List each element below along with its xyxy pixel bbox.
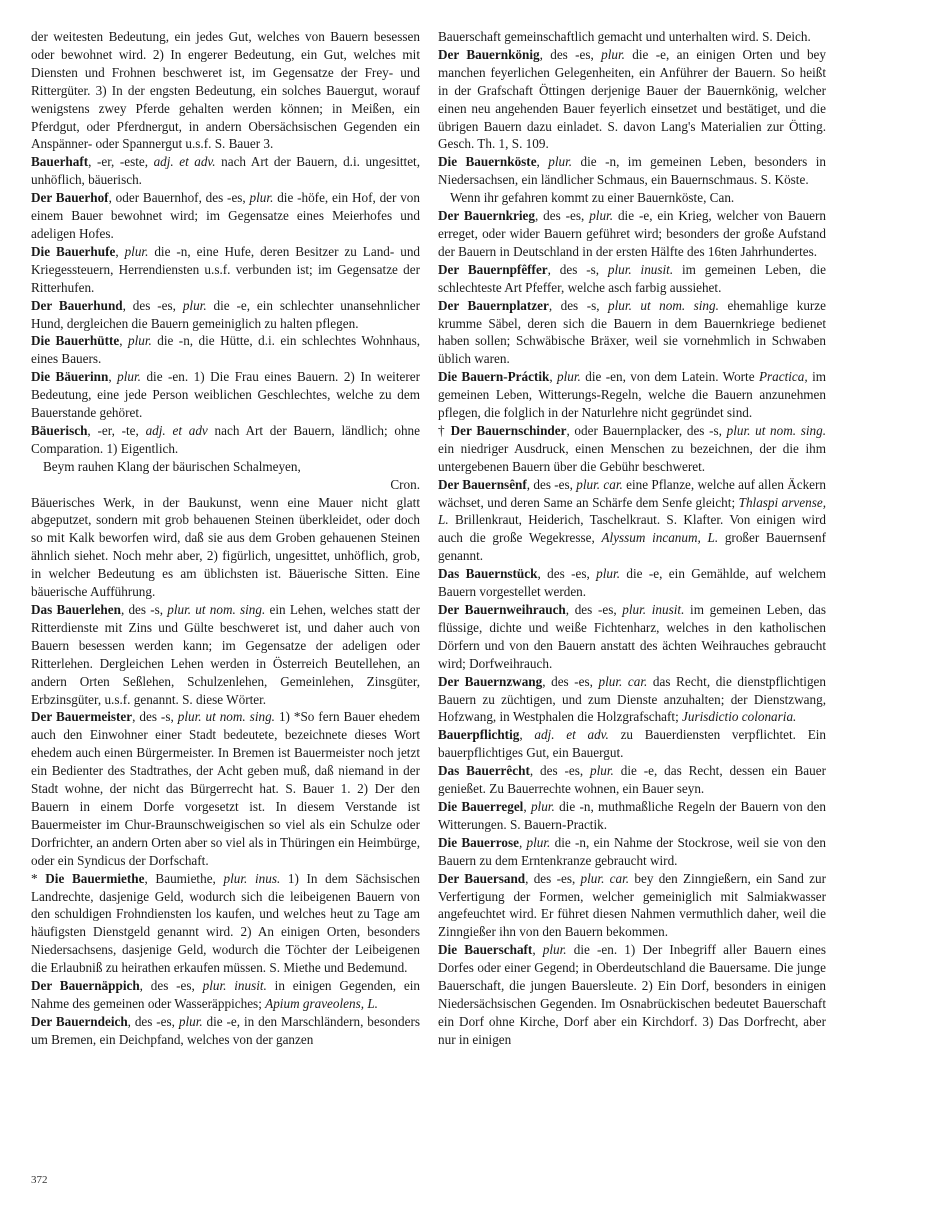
entry-text: , des -es, — [537, 566, 590, 582]
grammar-label: plur. — [127, 333, 152, 349]
headword: Der Bauerndeich — [31, 1013, 128, 1029]
entry-bauerhof — [31, 189, 420, 243]
entry-text: das Recht, die dienstpflichtigen Bauern zu züchtigen, und zum Dienste anzuhalten; der Dienstzwang, Hofzwang, in Westphalen die Holzgrafschaft; — [438, 673, 827, 725]
grammar-label: adj. et adv — [145, 422, 208, 438]
latin-name: Jurisdictio colonaria. — [682, 709, 797, 725]
latin-name: Alyssum incanum, L. — [601, 530, 719, 546]
entry-continuation — [31, 28, 420, 153]
grammar-label: plur. inus. — [223, 870, 281, 886]
entry-bauerrose — [438, 834, 826, 870]
latin-name: Thlaspi arvense, L. — [438, 494, 826, 528]
entry-bauernsenf — [438, 476, 826, 566]
entry-text: , des -es, — [127, 1013, 175, 1029]
verse-citation: Cron. — [390, 476, 420, 492]
entry-text: , -er, -te, — [87, 422, 139, 438]
entry-text: , des -s, — [132, 709, 174, 725]
grammar-label: plur. — [596, 566, 620, 582]
entry-text: , oder Bauernplacker, des -s, — [566, 422, 722, 438]
entry-text: die -e, ein Gemählde, auf welchem Bauern vorgestellet werden. — [438, 566, 827, 600]
entry-text: , — [518, 834, 523, 850]
headword: Das Bauerlehen — [31, 602, 121, 617]
entry-text: eine Pflanze, welche auf allen Äckern wächset, und deren Same an Schärfe dem Senfe gleicht; — [438, 476, 827, 510]
entry-text: bey den Zinngießern, ein Sand zur Verfertigung der Formen, welcher gemeiniglich mit Salmiakwasser angefeuchtet wird. Er führet diesen Nahmen vermuthlich daher, weil die Zinngießer ihn von den Bauern bekommen. — [438, 870, 826, 940]
headword: Der Bauernplatzer — [438, 297, 549, 313]
entry-text: nach Art der Bauern, ländlich; ohne Comparation. 1) Eigentlich. — [31, 422, 420, 456]
entry-bauernkoenig — [438, 46, 826, 153]
grammar-label: plur. inusit. — [607, 261, 674, 277]
page-number: 372 — [31, 1174, 48, 1186]
headword: Die Bauerschaft — [438, 942, 533, 958]
grammar-label: adj. et adv. — [534, 727, 609, 743]
headword: Die Bauerhufe — [31, 243, 116, 259]
obsolete-marker: * — [31, 870, 46, 886]
grammar-label: plur. — [182, 297, 207, 313]
entry-bauernpfeffer — [438, 261, 826, 297]
entry-text: , des -s, — [548, 297, 600, 313]
headword: Der Bauernweihrauch — [438, 602, 566, 617]
headword: Der Bauernpfêffer — [438, 261, 548, 277]
entry-text: , — [519, 727, 523, 743]
entry-text: die -e, ein Krieg, welcher von Bauern erreget, oder wider Bauern geführet wird; besonders der große Aufstand der Bauern in Deutschland in der ersten Hälfte des 16ten Jahrhundertes. — [438, 208, 826, 259]
entry-bauerlehen — [31, 601, 420, 708]
entry-bauermeister — [31, 708, 420, 869]
entry-text: Bäuerisches Werk, in der Baukunst, wenn eine Mauer nicht glatt abgeputzet, sondern mit grob behauenen Steinen überkleidet, oder doch so mit Kalk beworfen wird, daß sie aus dem Groben gehauenen Steinen ähnlich siehet. Noch mehr aber, 2) figürlich, ungesittet, unhöflich, grob, in welcher Bedeutung es am üblichsten ist. Bäuerische Sitten. Eine bäuerische Aufführung. — [31, 494, 420, 600]
entry-bauerschaft — [438, 941, 826, 1048]
entry-text: , Baumiethe, — [144, 870, 216, 886]
entry-text: , des -s, — [120, 602, 164, 617]
entry-text: zu Bauerdiensten verpflichtet. Ein bauerpflichtiges Gut, ein Bauergut. — [438, 727, 827, 761]
entry-bauernaeppich — [31, 977, 420, 1013]
headword: Die Bäuerinn — [31, 369, 109, 385]
entry-text: , des -es, — [529, 763, 584, 779]
entry-text: die -e, das Recht, dessen ein Bauer genießet. Zu Bauerrechte wohnen, ein Bauer seyn. — [438, 763, 826, 797]
grammar-label: plur. ut nom. sing. — [726, 422, 827, 438]
entry-text: , des -es, — [539, 46, 594, 62]
entry-text: , des -es, — [526, 476, 573, 492]
entry-text: , — [115, 243, 119, 259]
grammar-label: plur. — [601, 46, 625, 62]
entry-bauermiethe — [31, 870, 420, 977]
headword: Der Bauernsênf — [438, 476, 527, 492]
grammar-label: adj. et adv. — [153, 154, 216, 170]
headword: Die Bauerrose — [438, 834, 519, 850]
entry-text: , des -es, — [542, 673, 593, 689]
entry-text: die -n, muthmaßliche Regeln der Bauern von den Witterungen. S. Bauern-Practik. — [438, 798, 827, 832]
grammar-label: plur. — [590, 763, 614, 779]
headword: Die Bauerhütte — [31, 333, 120, 349]
entry-bauersand — [438, 870, 826, 942]
headword: Der Bauerhof — [31, 190, 109, 206]
entry-bauerpflichtig — [438, 726, 826, 762]
headword: Der Bauernäppich — [31, 978, 140, 994]
entry-text: , -er, -este, — [88, 154, 149, 170]
entry-text: im gemeinen Leben, Witterungs-Regeln, welche die Bauern anzunehmen pflegen, die folglich in der Naturlehre nicht gegründet sind. — [438, 369, 826, 421]
entry-text: nach Art der Bauern, d.i. ungesittet, unhöflich, bäuerisch. — [31, 154, 421, 188]
grammar-label: plur. inusit. — [202, 978, 267, 994]
headword: Der Bauernkönig — [438, 46, 540, 62]
entry-text: , des -es, — [534, 208, 585, 224]
grammar-label: plur. car. — [576, 476, 623, 492]
entry-text: die -en, von dem Latein. Worte — [585, 369, 755, 385]
grammar-label: plur. — [178, 1013, 203, 1029]
entry-text: der weitesten Bedeutung, ein jedes Gut, welches von Bauern besessen oder bewohnet wird. 2) In engerer Bedeutung, ein Gut, welches mit Diensten und Frohnen beschweret ist, im Gegensatze der Frey- und Rittergüter. 3) In der engsten Bedeutung, ein solches Bauergut, worauf wenigstens zwey Pferde gehalten werden können; in Meißen, ein Pferdgut, oder Pferdnergut, in andern Obersächsischen Gegenden ein Anspänner- oder Spannergut u.s.f. S. Bauer 3. — [31, 29, 420, 152]
entry-text: ehemahlige kurze krumme Säbel, deren sich die Bauern in dem Bauernkriege bedienet haben sollen; Schwäbische Bräxer, weil sie vornehmlich in Schwaben üblich waren. — [438, 297, 827, 367]
entry-text: , — [523, 798, 527, 814]
entry-text: 1) *So fern Bauer ehedem auch den Einwohner einer Stadt bedeutete, bezeichnete dieses Wort ehedem auch einen Bürgermeister. In Bremen ist Bauermeister noch jetzt ein Bedienter des Stadtrathes, der Acht geben muß, daß niemand in der Stadt wohne, der nicht das Bürgerrecht hat. S. Bauer 1. 2) Der den Bauern in einem Dorfe vorgesetzt ist. In diesem Verstande ist Bauermeister im Chur-Braunschweigischen so viel als ein Schulze oder Dorfrichter, an andern Orten aber so viel als in Thüringen ein Heimbürge, oder ein Syndicus der Dorfschaft. — [31, 709, 421, 868]
entry-continuation: Bauerschaft gemeinschaftlich gemacht und unterhalten wird. S. Deich. — [438, 29, 811, 44]
headword: Bauerpflichtig — [438, 727, 520, 743]
latin-name: Practica, — [758, 369, 808, 385]
entry-text: die -e, in den Marschländern, besonders um Bremen, ein Deichpfand, welches von der ganzen — [31, 1013, 420, 1047]
entry-text: , — [549, 369, 553, 385]
entry-text: die -n, ein Nahme der Stockrose, weil sie von den Bauern zu dem Erntenkranze gebraucht wird. — [438, 834, 827, 868]
entry-text: , — [108, 369, 112, 385]
entry-bauernschinder — [438, 422, 826, 476]
grammar-label: plur. car. — [580, 870, 630, 886]
entry-text: , oder Bauernhof, des -es, — [108, 190, 246, 206]
entry-text: Brillenkraut, Heiderich, Taschelkraut. S. Klafter. Von einigen wird auch die große Wegekresse, — [438, 512, 826, 546]
entry-text: im gemeinen Leben, das flüssige, dichte und weiße Fichtenharz, welches in den katholischen Dörfern und von den Bauern anstatt des ächten Weihrauches gebraucht wird; Dorfweihrauch. — [438, 602, 826, 671]
entry-text: , — [532, 942, 536, 958]
headword: Bäuerisch — [31, 422, 88, 438]
obsolete-marker: † — [438, 422, 451, 438]
entry-bauernstueck — [438, 565, 826, 601]
grammar-label: plur. — [526, 834, 551, 850]
grammar-label: plur. ut nom. sing. — [608, 297, 719, 313]
latin-name: Apium graveolens, L. — [265, 995, 378, 1011]
entry-text: in einigen Gegenden, ein Nahme des gemeinen oder Wasseräppiches; — [31, 978, 420, 1011]
entry-bauernkrieg — [438, 207, 826, 261]
entry-bauerhufe — [31, 243, 420, 297]
grammar-label: plur. inusit. — [622, 602, 685, 617]
entry-text: die -e, ein schlechter unansehnlicher Hund, dergleichen die Bauern gemeiniglich zu halten pflegen. — [31, 297, 421, 331]
headword: Die Bauermiethe — [45, 870, 145, 886]
entry-text: , des -es, — [525, 870, 576, 886]
grammar-label: plur. — [548, 154, 573, 170]
entry-text: die -en. 1) Die Frau eines Bauern. 2) In weiterer Bedeutung, eine jede Person weiblichen Geschlechtes, welche zu dem Bauerstande gehöret. — [31, 369, 420, 421]
entry-text: , des -es, — [565, 602, 617, 617]
entry-text: , — [536, 154, 540, 170]
entry-bauerhaft — [31, 153, 420, 189]
headword: Bauerhaft — [31, 154, 89, 170]
entry-text: großer Bauernsenf genannt. — [438, 530, 826, 564]
grammar-label: plur. — [589, 208, 614, 224]
entry-bauerhund — [31, 297, 420, 333]
verse-quote: Wenn ihr gefahren kommt zu einer Bauernköste, Can. — [450, 190, 735, 206]
entry-bauern-practik — [438, 368, 826, 422]
grammar-label: plur. — [530, 798, 555, 814]
headword: Der Bauernzwang — [438, 673, 543, 689]
grammar-label: plur. — [117, 369, 141, 385]
entry-bauerregel — [438, 798, 826, 834]
entry-text: die -e, an einigen Orten und bey manchen feyerlichen Gelegenheiten, ein Anführer der Bauern. So heißt in der Grafschaft Öttingen derjenige Bauer der Bauernkönig, welcher einen neu angehenden Bauer feyerlich einsetzet und bestätiget, und die übrigen Bauern dazu einladet. S. davon Lang's Materialien zur Ötting. Gesch. Th. 1, S. 109. — [438, 46, 827, 152]
entry-text: die -n, die Hütte, d.i. ein schlechtes Wohnhaus, eines Bauers. — [31, 333, 421, 367]
headword: Die Bauerregel — [438, 798, 524, 814]
entry-bauerhuette — [31, 332, 420, 368]
entry-bauernzwang — [438, 673, 826, 727]
entry-text: , des -es, — [122, 297, 176, 313]
entry-text: die -n, im gemeinen Leben, besonders in Niedersachsen, ein ländlicher Schmaus, ein Bauernschmaus. S. Köste. — [438, 154, 826, 188]
entry-bauerrecht — [438, 762, 826, 798]
right-column — [438, 28, 826, 1049]
headword: Das Bauerrêcht — [438, 763, 530, 779]
entry-text: ein Lehen, welches statt der Ritterdienste mit Zins und Gülte beschweret ist, und daher auch von Bauern besessen werden kann; im Gegensatze der adeligen oder Ritterlehen. Dergleichen Lehen werden in Österreich Beutellehen, an andern Orten Seßlehen, Schulzenlehen, Gemeinlehen, Zinsgüter, Erbzinsgüter, u.s.f. genannt. S. diese Wörter. — [31, 602, 420, 707]
grammar-label: plur. — [249, 190, 274, 206]
headword: Die Bauern-Práctik — [438, 369, 550, 385]
headword: Der Bauernkrieg — [438, 208, 535, 224]
grammar-label: plur. — [124, 243, 149, 259]
entry-text: , des -es, — [139, 978, 195, 994]
entry-bauernplatzer — [438, 297, 826, 369]
headword: Der Bauernschinder — [450, 422, 567, 438]
headword: Der Bauermeister — [31, 709, 133, 725]
headword: Die Bauernköste — [438, 154, 537, 170]
entry-text: 1) In dem Sächsischen Landrechte, dasjenige Geld, wodurch sich die leibeigenen Bauern von den schuldigen Frohndiensten los kaufen, und welches heut zu Tage am häufigsten Dienstgeld genannt wird. 2) An einigen Orten, besonders Niedersachsens, dasjenige Geld, wodurch die Töchter der Leibeigenen die Erlaubniß zu heirathen erkaufen müssen. S. Miethe und Bedemund. — [31, 870, 420, 976]
headword: Das Bauernstück — [438, 566, 538, 582]
headword: Der Bauersand — [438, 870, 526, 886]
left-column — [31, 28, 420, 1049]
verse-quote: Beym rauhen Klang der bäurischen Schalmeyen, — [43, 458, 301, 474]
headword: Der Bauerhund — [31, 297, 123, 313]
grammar-label: plur. ut nom. sing. — [177, 709, 275, 725]
grammar-label: plur. ut nom. sing. — [167, 602, 266, 617]
entry-text: , des -s, — [547, 261, 600, 277]
entry-text: im gemeinen Leben, die schlechteste Art Pfeffer, welche asch farbig aussiehet. — [438, 261, 827, 295]
entry-bauerndeich — [31, 1013, 420, 1049]
entry-bauernkoeste — [438, 153, 826, 189]
entry-text: die -n, eine Hufe, deren Besitzer zu Land- und Kriegessteuern, Herrendiensten u.s.f. verbunden ist; im Gegensatze der Ritterhufen. — [31, 243, 421, 295]
entry-baeuerisch — [31, 422, 420, 458]
entry-text: , — [119, 333, 123, 349]
entry-text: ein niedriger Ausdruck, einen Menschen zu bezeichnen, der die ihm untergebenen Bauern über die Gebühr beschweret. — [438, 440, 826, 474]
entry-text: die -en. 1) Der Inbegriff aller Bauern eines Dorfes oder einer Gegend; in Oberdeutschland die Bauersame. Die junge Bauerschaft, die jungen Bauersleute. 2) Ein Dorf, besonders in einigen Niedersächsischen Gegenden. Im Osnabrückischen bedeutet Bauerschaft ein Dorf ohne Kirche, Dorf aber ein Kirchdorf. 3) Das Dorfrecht, aber nur in einigen — [438, 942, 827, 1047]
entry-text: die -höfe, ein Hof, der von einem Bauer bewohnet wird; im Gegensatze eines Meierhofes und adeligen Hofes. — [31, 190, 420, 241]
entry-baeuerinn — [31, 368, 420, 422]
grammar-label: plur. — [542, 942, 567, 958]
entry-bauernweihrauch — [438, 601, 826, 673]
grammar-label: plur. car. — [598, 673, 648, 689]
grammar-label: plur. — [557, 369, 581, 385]
